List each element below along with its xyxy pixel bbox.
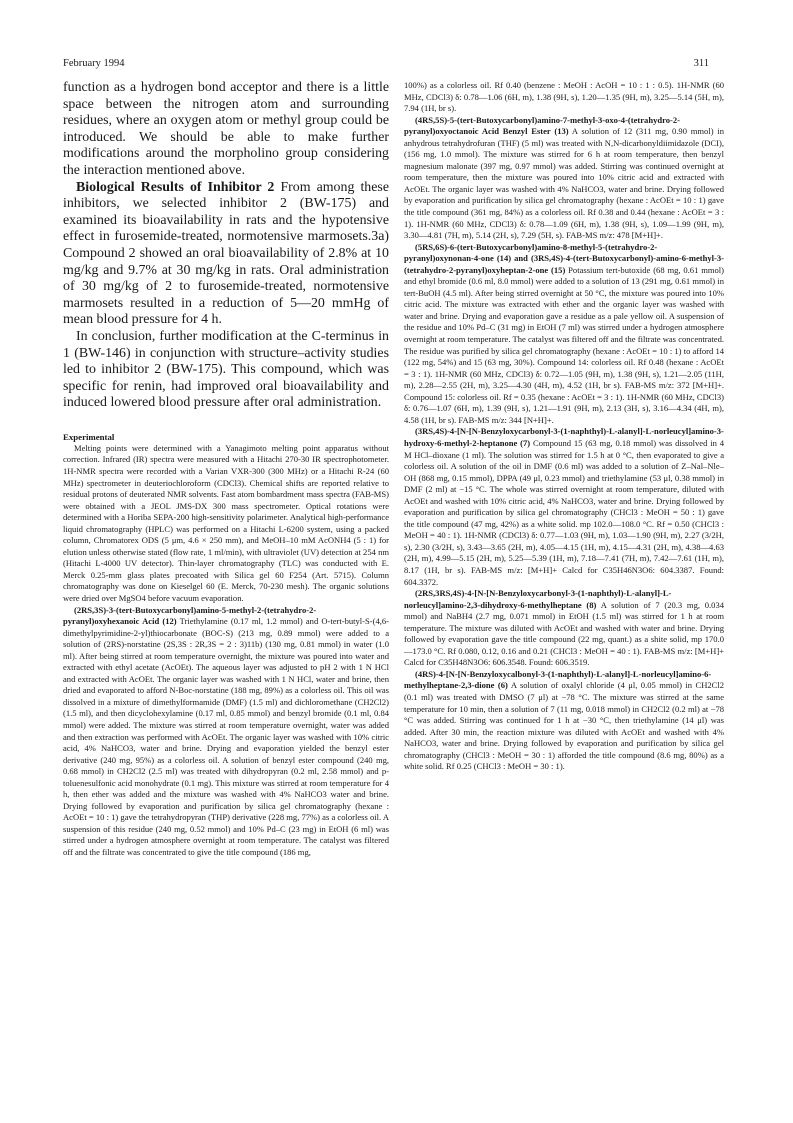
compound-13-entry (404, 115, 724, 242)
compound-12-text: Triethylamine (0.17 ml, 1.2 mmol) and O-tert-butyl-S-(4,6-dimethylpyrimidine-2-yl)thiocarbonate (BOC-S) (213 mg, 0.89 mmol) were added to a solution of (2RS)-norstatine (2S,3S : 2R,3S = 2 : 3)11b) (130 mg, 0.81 mmol) in water (1.0 ml). After being stirred at room temperature overnight, the mixture was poured into water and extracted with ethyl acetate (AcOEt). The aqueous layer was adjusted to pH 2 with 1 N HCl and extracted with AcOEt. The organic layer was washed with 1 N HCl, water and brine, then dried and evaporated to afford N-Boc-norstatine (188 mg, 89%) as a colorless oil. This oil was dissolved in a mixture of dimethylformamide (DMF) (1.5 ml) and dichloromethane (CH2Cl2) (1.5 ml), and then dicyclohexylamine (0.17 ml, 0.85 mmol) and benzyl bromide (0.1 ml, 0.84 mmol) were added. The mixture was stirred at room temperature overnight, water was added and then extraction was performed with AcOEt. The organic layer was washed with 10% citric acid, 4% NaHCO3, water and brine. Drying and evaporation yielded the benzyl ester derivative (240 mg, 95%) as a colorless oil. A solution of benzyl ester compound (240 mg, 0.68 mmol) in CH2Cl2 (2.5 ml) was treated with dihydropyran (0.2 ml, 2.58 mmol) and p-toluenesulfonic acid monohydrate (0.1 mg). This mixture was stirred at room temperature for 4 h, then ether was added and the mixture was washed with 4% NaHCO3 water and brine. Drying followed by evaporation and purification by silica gel chromatography (hexane : AcOEt = 10 : 1) gave the tetrahydropyran (THP) derivative (228 mg, 77%) as a colorless oil. A suspension of this residue (240 mg, 0.52 mmol) and 10% Pd–C (23 mg) in EtOH (6 ml) was stirred under a hydrogen atmosphere overnight at room temperature. The catalyst was filtered off and the filtrate was concentrated to give the title compound (186 mg, (63, 616, 390, 858)
compound-13-title: (4RS,5S)-5-(tert-Butoxycarbonyl)amino-7-methyl-3-oxo-4-(tetrahydro-2-pyranyl)oxyoctanoic Acid Benzyl Ester (13) (404, 114, 680, 137)
compound-13-text: A solution of 12 (311 mg, 0.90 mmol) in anhydrous tetrahydrofuran (THF) (5 ml) was treated with N,N-dicarbonyldiimidazole (DCI), (156 mg, 1.0 mmol). The mixture was stirred for 6 h at room temperature, then benzyl magnesium malonate (397 mg, 0.97 mmol) was added. Stirring was continued overnight at room temperature, then the mixture was poured into 10% citric acid and extracted with AcOEt. The organic layer was washed with 4% NaHCO3, water and brine. Drying followed by evaporation and purification by silica gel chromatography (hexane : AcOEt = 10 : 1) gave the title compound (361 mg, 84%) as a colorless oil. Rf 0.38 and 0.44 (hexane : AcOEt = 3 : 1). 1H-NMR (60 MHz, CDCl3) δ: 0.78—1.09 (6H, m), 1.38 (9H, s), 1.09—1.99 (9H, m), 3.30—4.81 (7H, m), 5.14 (2H, s), 7.29 (5H, s). FAB-MS m/z: 478 [M+H]+. (404, 126, 724, 241)
compound-7-title: (3RS,4S)-4-[N-[N-Benzyloxycarbonyl-3-(1-naphthyl)-L-alanyl]-L-norleucyl]amino-3-hydroxy-6-methyl-2-heptanone (7) (404, 426, 724, 448)
biological-results-heading: Biological Results of Inhibitor 2 (76, 179, 275, 195)
compound-12-title: (2RS,3S)-3-(tert-Butoxycarbonyl)amino-5-methyl-2-(tetrahydro-2-pyranyl)oxyhexanoic Acid (12) (63, 604, 317, 627)
conclusion-paragraph: In conclusion, further modification at the C-terminus in 1 (BW-146) in conjunction with structure–activity studies led to inhibitor 2 (BW-175). This compound, which was specific for renin, had improved oral bioavailability and induced lowered blood pressure after oral administration. (63, 328, 389, 411)
right-column (404, 80, 724, 773)
compound-8-text: A solution of 7 (20.3 mg, 0.034 mmol) and NaBH4 (2.7 mg, 0.071 mmol) in EtOH (1.5 ml) was stirred for 1 h at room temperature. The mixture was diluted with AcOEt and washed with water and brine. Drying followed by evaporation gave the title compound (22 mg, quant.) as a shite solid, mp 170.0—173.0 °C. Rf 0.080, 0.12, 0.16 and 0.21 (CHCl3 : MeOH = 40 : 1). FAB-MS m/z: [M+H]+ Calcd for C35H48N3O6: 606.3548. Found: 606.3519. (404, 599, 724, 668)
page-number: 311 (693, 58, 709, 69)
compound-8-entry (404, 588, 724, 669)
experimental-section (63, 432, 389, 859)
biological-results-text: From among these inhibitors, we selected inhibitor 2 (BW-175) and examined its bioavailability in rats and the hypotensive effect in furosemide-treated, normotensive marmosets.3a) Compound 2 showed an oral bioavailability of 2.8% at 10 mg/kg and 9.7% at 30 mg/kg in rats. Oral administration of 30 mg/kg of 2 to furosemide-treated, normotensive marmosets resulted in a reduction of 5—20 mmHg of mean blood pressure for 4 h. (63, 179, 389, 328)
compound-14-15-entry (404, 242, 724, 427)
experimental-heading: Experimental (63, 431, 115, 442)
running-header-date: February 1994 (63, 58, 125, 69)
compound-14-15-title: (5RS,6S)-6-(tert-Butoxycarbonyl)amino-8-methyl-5-(tetrahydro-2-pyranyl)oxynonan-4-one (14) and (3RS,4S)-4-(tert-Butoxycarbonyl)-amino-6-methyl-3-(tetrahydro-2-pyranyl)oxyheptan-2-one (15) (404, 241, 724, 275)
experimental-general-text: Melting points were determined with a Yanagimoto melting point apparatus without correction. Infrared (IR) spectra were measured with a Hitachi 270-30 IR spectrophotometer. 1H-NMR spectra were recorded with a Varian VXR-300 (300 MHz) or a Hitachi R-24 (60 MHz) spectrometer in deuteriochloroform (CDCl3). Chemical shifts are reported relative to residual protons of deuterated NMR solvents. Fast atom bombardment mass spectra (FAB-MS) were obtained with a JEOL JMS-DX 300 mass spectrometer. Optical rotations were determined with a Horiba SEPA-200 high-sensitivity polarimeter. Analytical high-performance liquid chromatography (HPLC) was performed on a Hitachi L-6200 system, using a packed column, Chromatorex ODS (5 μm, 4.6 × 250 mm), and MeOH–10 mM AcONH4 (5 : 1) for elution unless otherwise stated (flow rate, 1 ml/min), with ultraviolet (UV) detection at 254 nm (Hitachi L-4000 UV detector). Thin-layer chromatography (TLC) was conducted with E. Merck 0.25-mm glass plates precoated with Silica gel 60 F254 (Art. 5715). Column chromatography was done on Kieselgel 60 (E. Merck, 70-230 mesh). The organic solutions were dried over MgSO4 before vacuum evaporation. (63, 442, 389, 603)
compound-14-15-text: Potassium tert-butoxide (68 mg, 0.61 mmol) and ethyl bromide (0.6 ml, 8.0 mmol) were added to a solution of 13 (291 mg, 0.61 mmol) in tert-BuOH (4.5 ml). After being stirred overnight at 50 °C, the mixture was poured into 10% citric acid. The mixture was extracted with ether and the organic layer was washed with water and brine. Drying and evaporation gave a residue as a pale yellow oil. A suspension of the residue and 10% Pd–C (31 mg) in EtOH (7 ml) was stirred under a hydrogen atmosphere overnight at room temperature. The catalyst was filtered off and the filtrate was concentrated. The residue was purified by silica gel chromatography (hexane : AcOEt = 10 : 1) to afford 14 (122 mg, 54%) and 15 (63 mg, 30%). Compound 14: colorless oil. Rf 0.48 (hexane : AcOEt = 3 : 1). 1H-NMR (60 MHz, CDCl3) δ: 0.72—1.05 (9H, m), 1.38 (9H, s), 1.21—2.05 (11H, m), 2.28—2.55 (2H, m), 3.25—4.30 (4H, m), 4.52 (1H, br s). FAB-MS m/z: 372 [M+H]+. Compound 15: colorless oil. Rf = 0.35 (hexane : AcOEt = 3 : 1). 1H-NMR (60 MHz, CDCl3) δ: 0.76—1.07 (6H, m), 1.39 (9H, s), 1.21—1.91 (9H, m), 2.13 (3H, s), 3.16—4.34 (4H, m), 4.58 (1H, br s). FAB-MS m/z: 344 [N+H]+. (404, 264, 725, 425)
compound-6-text: A solution of oxalyl chloride (4 μl, 0.05 mmol) in CH2Cl2 (0.1 ml) was treated with DMSO (7 μl) at −78 °C. The mixture was stirred at the same temperature for 10 min, then a solution of 7 (11 mg, 0.018 mmol) in CH2Cl2 (0.2 ml) at −78 °C was added. Stirring was continued for 1 h at −30 °C, then triethylamine (14 μl) was added. After 30 min, the reaction mixture was diluted with AcOEt and washed with 4% NaHCO3, water and brine. Drying followed by evaporation and purification by silica gel chromatography (CHCl3 : MeOH = 30 : 1) afforded the title compound (8.6 mg, 80%) as a white solid. Rf 0.25 (CHCl3 : MeOH = 30 : 1). (404, 680, 724, 772)
discussion-paragraph: function as a hydrogen bond acceptor and there is a little space between the nitrogen atom and surrounding residues, where an oxygen atom or methyl group could be introduced. We should be able to make further modifications around the morpholino group considering the interaction mentioned above. (63, 80, 389, 178)
compound-6-title: (4RS)-4-[N-[N-Benzyloxycalbonyl-3-(1-naphthyl)-L-alanyl]-L-norleucyl]amino-6-methylheptane-2,3-dione (6) (404, 668, 712, 691)
compound-8-title: (2RS,3RS,4S)-4-[N-[N-Benzyloxycarbonyl-3-(1-naphthyl)-L-alanyl]-L-norleucyl]amino-2,3-dihydroxy-6-methylheptane (8) (404, 588, 672, 610)
compound-12-continued: 100%) as a colorless oil. Rf 0.40 (benzene : MeOH : AcOH = 10 : 1 : 0.5). 1H-NMR (60 MHz, CDCl3) δ: 0.78—1.06 (6H, m), 1.38 (9H, s), 1.20—1.35 (9H, m), 3.25—5.14 (5H, m), 7.94 (1H, br s). (404, 80, 724, 114)
compound-7-text: Compound 15 (63 mg, 0.18 mmol) was dissolved in 4 M HCl–dioxane (1 ml). The solution was stirred for 1.5 h at 0 °C, then evaporated to give a colorless oil. A solution of the oil in DMF (0.6 ml) was added to a solution of Z–Nal–Nle–OH (868 mg, 0.15 mmol), DPPA (49 μl, 0.23 mmol) and triethylamine (53 μl, 0.38 mmol) in DMF (2 ml) at −15 °C. The whole was stirred overnight at room temperature, diluted with AcOEt and washed with 10% citric acid, 4% NaHCO3, water and brine. Drying followed by evaporation and purification by silica gel chromatography (CHCl3 : MeOH = 50 : 1) gave the title compound (47 mg, 42%) as a white solid. mp 102.0—108.0 °C. Rf = 0.50 (CHCl3 : MeOH = 40 : 1). 1H-NMR (CDCl3) δ: 0.77—1.03 (9H, m), 1.03—1.90 (9H, m), 2.27 (3/2H, s), 2.30 (3/2H, s), 3.43—3.65 (2H, m), 4.05—4.15 (1H, m), 4.15—4.31 (2H, m), 4.38—4.63 (2H, m), 4.99—5.15 (2H, m), 5.25—5.39 (1H, m), 7.18—7.41 (7H, m), 7.42—7.61 (1H, m), 8.17 (1H, br s). FAB-MS m/z: [M+H]+ Calcd for C35H46N3O6: 604.3387. Found: 604.3372. (404, 437, 725, 587)
left-column (63, 80, 389, 859)
compound-12-entry (63, 605, 389, 859)
biological-results-paragraph (63, 180, 389, 329)
compound-7-entry (404, 426, 724, 588)
compound-6-entry (404, 669, 724, 773)
discussion-section (63, 80, 389, 412)
